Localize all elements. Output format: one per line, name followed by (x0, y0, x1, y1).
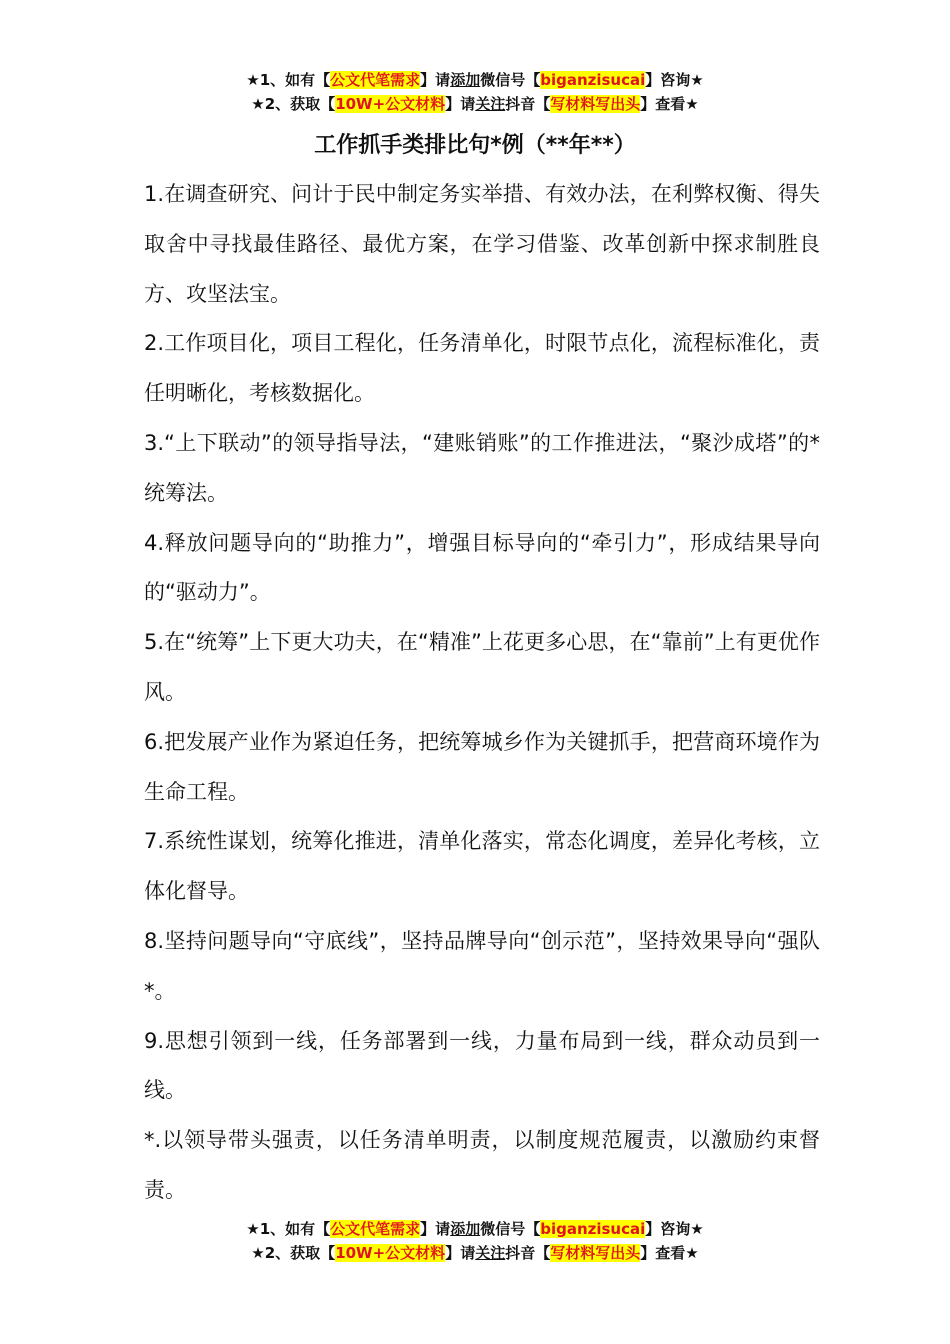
banner-line-2: ★2、获取【10W+公文材料】请关注抖音【写材料写出头】查看★ (251, 1244, 699, 1262)
banner-line-1: ★1、如有【公文代笔需求】请添加微信号【biganzisucai】咨询★ (246, 71, 704, 89)
paragraph-1: 1.在调查研究、问计于民中制定务实举措、有效办法，在利弊权衡、得失取舍中寻找最佳路径、最优方案，在学习借鉴、改革创新中探求制胜良方、攻坚法宝。 (144, 182, 820, 306)
paragraph-5: 5.在“统筹”上下更大功夫，在“精准”上花更多心思，在“靠前”上有更优作风。 (144, 630, 820, 704)
highlight-wechat-id: biganzisucai (540, 1220, 646, 1238)
footer-banner (0, 1217, 950, 1265)
paragraph-4: 4.释放问题导向的“助推力”，增强目标导向的“牵引力”，形成结果导向的“驱动力”。 (144, 530, 820, 605)
paragraph-2: 2.工作项目化，项目工程化，任务清单化，时限节点化，流程标准化，责任明晰化，考核数据化。 (144, 331, 820, 406)
paragraph-7: 7.系统性谋划，统筹化推进，清单化落实，常态化调度，差异化考核，立体化督导。 (144, 829, 820, 904)
highlight-materials: 10W+公文材料 (335, 95, 446, 113)
document-title: 工作抓手类排比句*例（**年**） (314, 133, 636, 158)
paragraph-3: 3.“上下联动”的领导指导法，“建账销账”的工作推进法，“聚沙成塔”的*统筹法。 (144, 430, 820, 505)
highlight-douyin-account: 写材料写出头 (550, 1244, 641, 1262)
highlight-service: 公文代笔需求 (330, 71, 421, 89)
document-body (144, 170, 820, 1216)
highlight-douyin-account: 写材料写出头 (550, 95, 641, 113)
header-banner (0, 68, 950, 116)
paragraph-10: *.以领导带头强责，以任务清单明责，以制度规范履责，以激励约束督责。 (144, 1128, 820, 1202)
highlight-wechat-id: biganzisucai (540, 71, 646, 89)
paragraph-8: 8.坚持问题导向“守底线”，坚持品牌导向“创示范”，坚持效果导向“强队*。 (144, 928, 820, 1003)
banner-line-1: ★1、如有【公文代笔需求】请添加微信号【biganzisucai】咨询★ (246, 1220, 704, 1238)
highlight-materials: 10W+公文材料 (335, 1244, 446, 1262)
paragraph-9: 9.思想引领到一线，任务部署到一线，力量布局到一线，群众动员到一线。 (144, 1028, 820, 1103)
banner-line-2: ★2、获取【10W+公文材料】请关注抖音【写材料写出头】查看★ (251, 95, 699, 113)
paragraph-6: 6.把发展产业作为紧迫任务，把统筹城乡作为关键抓手，把营商环境作为生命工程。 (144, 729, 820, 804)
highlight-service: 公文代笔需求 (330, 1220, 421, 1238)
